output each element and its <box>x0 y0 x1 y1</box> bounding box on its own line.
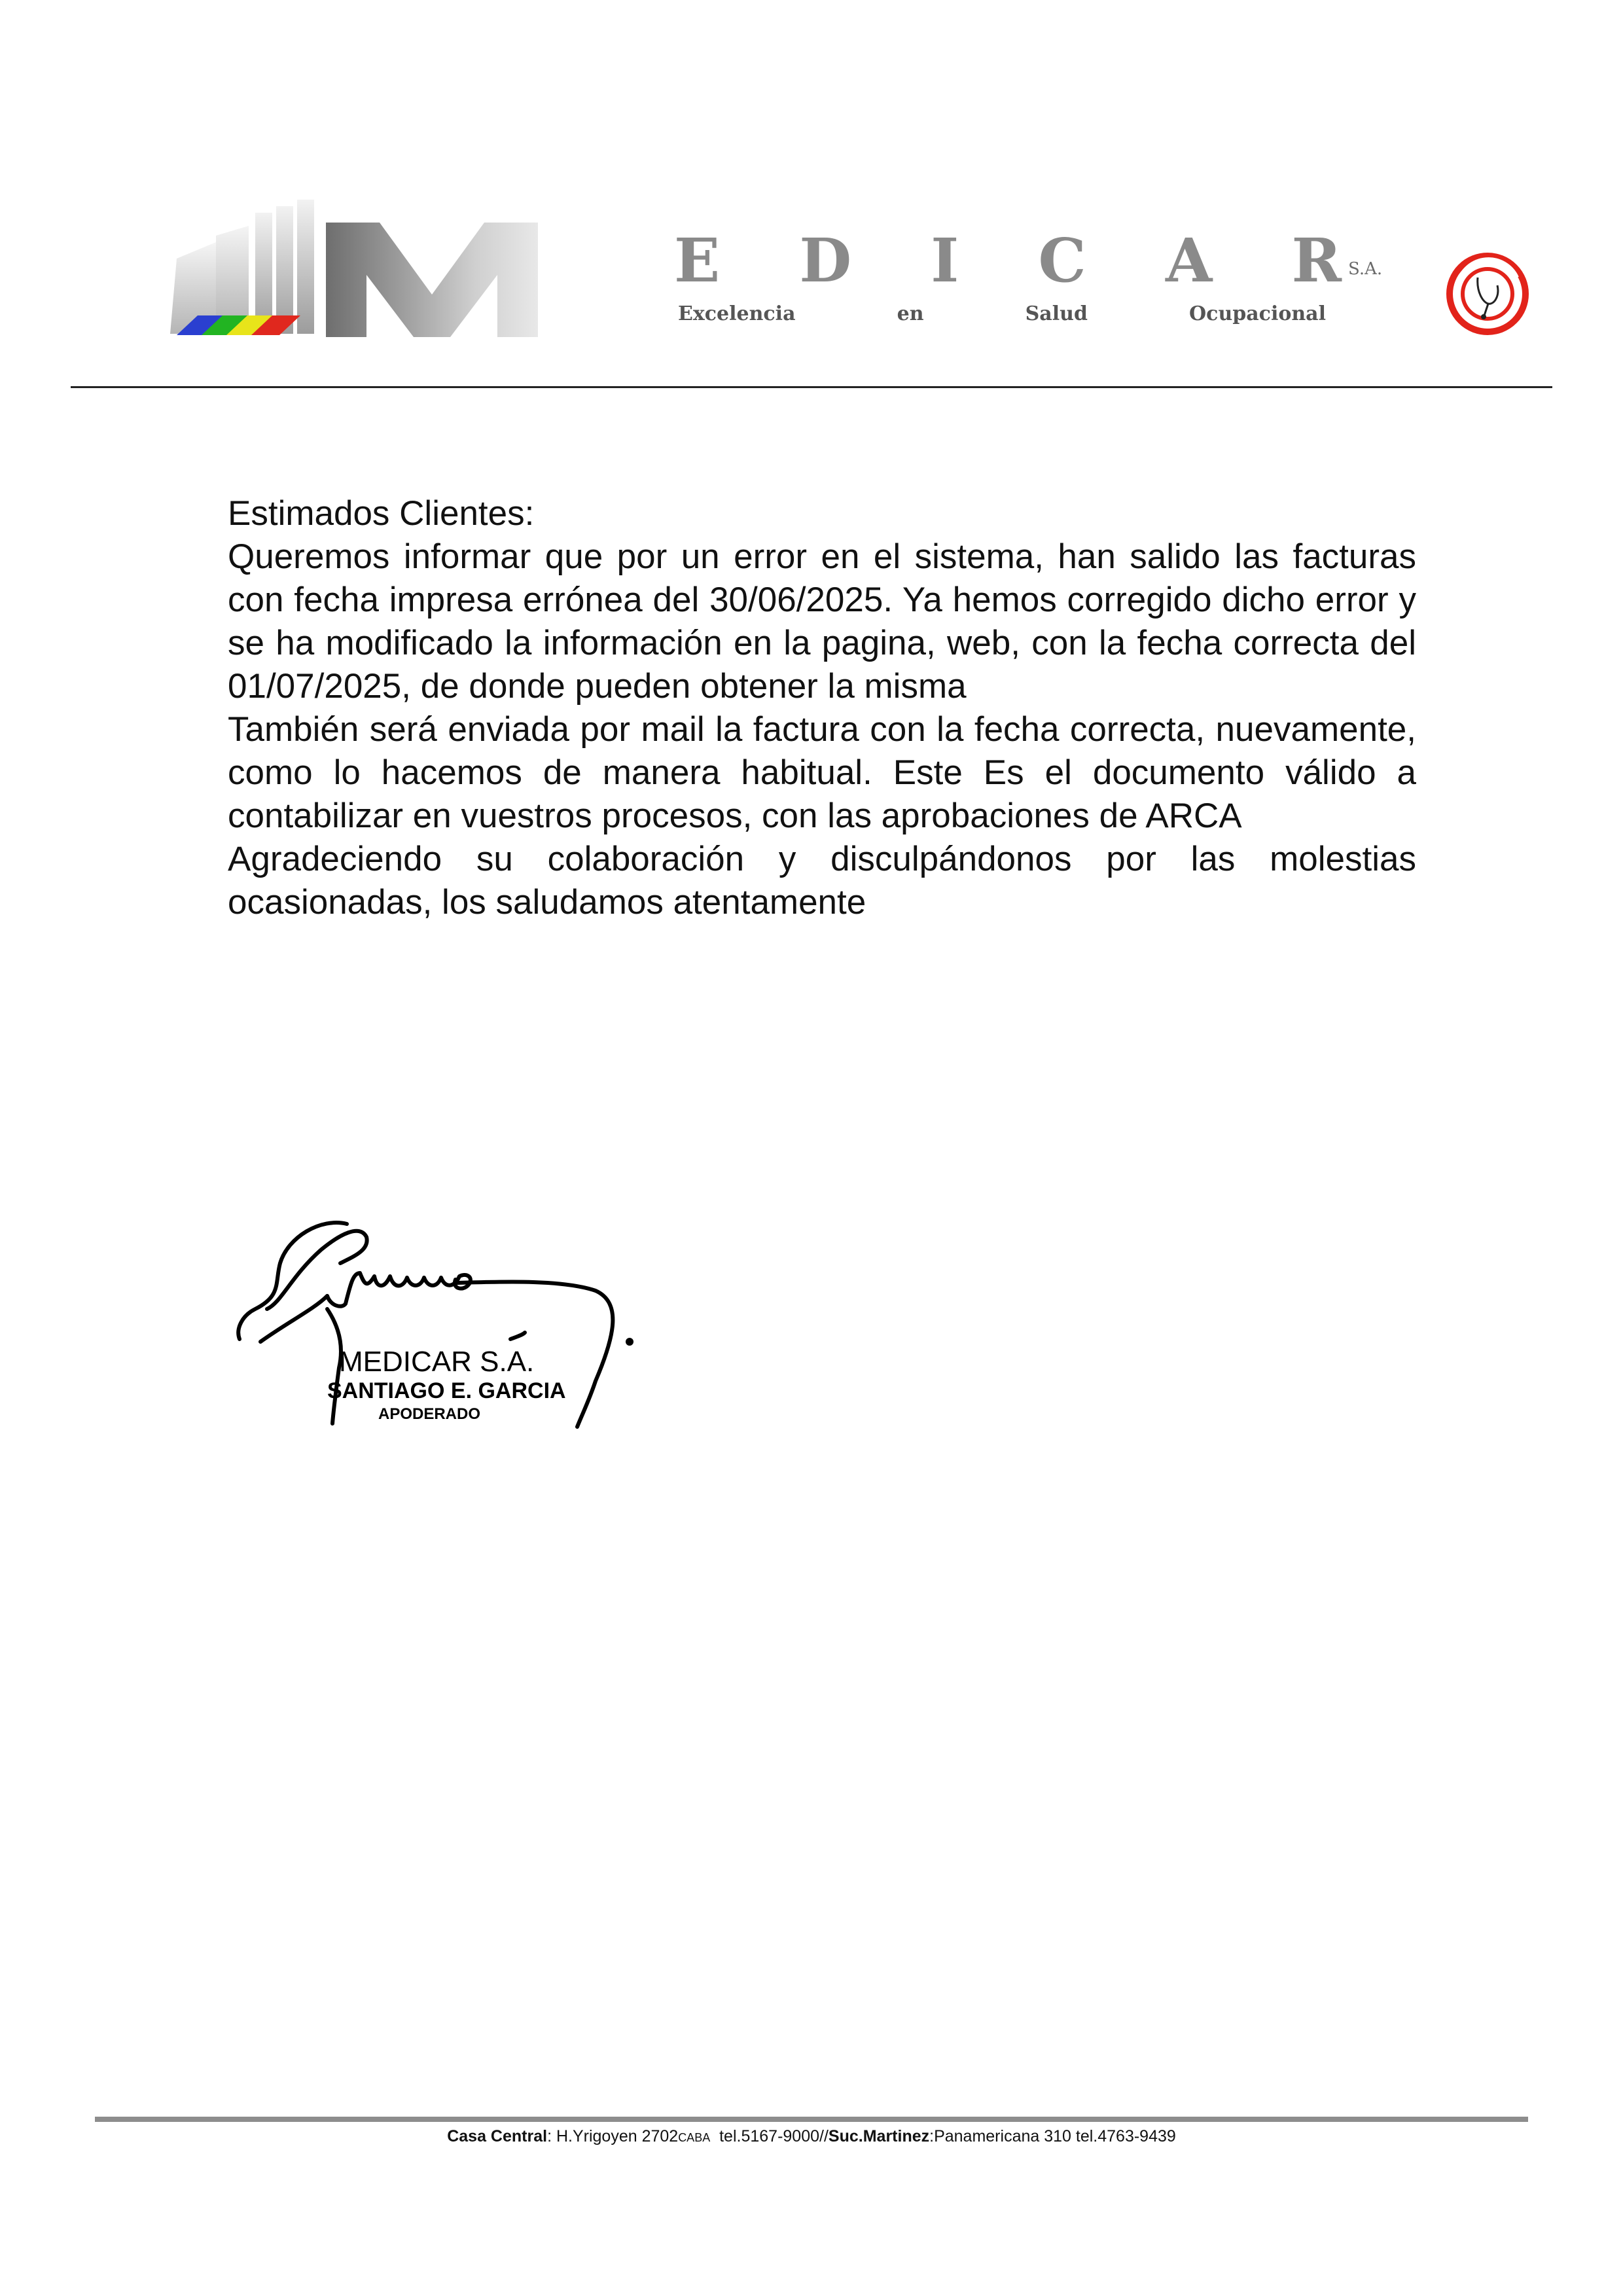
brand-letter: C <box>1038 225 1086 296</box>
brand-letter: R <box>1291 225 1342 296</box>
signature-company: MEDICAR S.A. <box>339 1346 535 1378</box>
brand-suffix: S.A. <box>1348 259 1383 279</box>
tagline <box>678 302 1326 325</box>
footer-phone-central: tel.5167-9000// <box>710 2127 829 2145</box>
signature-name: SANTIAGO E. GARCIA <box>327 1378 566 1403</box>
footer-city: CABA <box>678 2131 711 2144</box>
tagline-word: en <box>897 302 924 325</box>
brand-name <box>674 217 1342 296</box>
letterhead <box>0 0 1623 393</box>
signature-stamp <box>229 1211 713 1446</box>
footer-address <box>0 2127 1623 2146</box>
brand-letter: A <box>1165 225 1213 296</box>
footer-divider <box>95 2117 1528 2122</box>
tagline-word: Excelencia <box>678 302 796 325</box>
greeting: Estimados Clientes: <box>228 494 535 533</box>
footer-suc-label: Suc.Martinez <box>828 2127 930 2145</box>
brand-letter: I <box>931 225 959 296</box>
footer-casa-central-label: Casa Central <box>447 2127 548 2145</box>
paragraph-closing: Agradeciendo su colaboración y disculpándonos por las molestias ocasionadas, los saludamos atentamente <box>228 840 1416 922</box>
medicar-logo-graphic <box>164 196 661 353</box>
brand-letter: D <box>799 225 852 296</box>
paragraph-new-invoice: También será enviada por mail la factura con la fecha correcta, nuevamente, como lo hacemos de manera habitual. Este Es el documento válido a contabilizar en vuestros procesos, con las aprobaciones de ARCA <box>228 710 1416 835</box>
letter-body <box>228 492 1416 924</box>
tagline-word: Salud <box>1025 302 1088 325</box>
header-divider <box>71 386 1552 388</box>
footer-suc-address: :Panamericana 310 tel.4763-9439 <box>929 2127 1176 2145</box>
brand-letter: E <box>674 225 721 296</box>
signature-role: APODERADO <box>378 1405 481 1423</box>
stethoscope-seal-icon <box>1445 251 1530 336</box>
tagline-word: Ocupacional <box>1189 302 1326 325</box>
footer-casa-central-address: : H.Yrigoyen 2702 <box>547 2127 679 2145</box>
paragraph-error-notice: Queremos informar que por un error en el sistema, han salido las facturas con fecha impresa errónea del 30/06/2025. Ya hemos corregido dicho error y se ha modificado la información en la pagina, web, con la fecha correcta del 01/07/2025, de donde pueden obtener la misma <box>228 537 1416 706</box>
